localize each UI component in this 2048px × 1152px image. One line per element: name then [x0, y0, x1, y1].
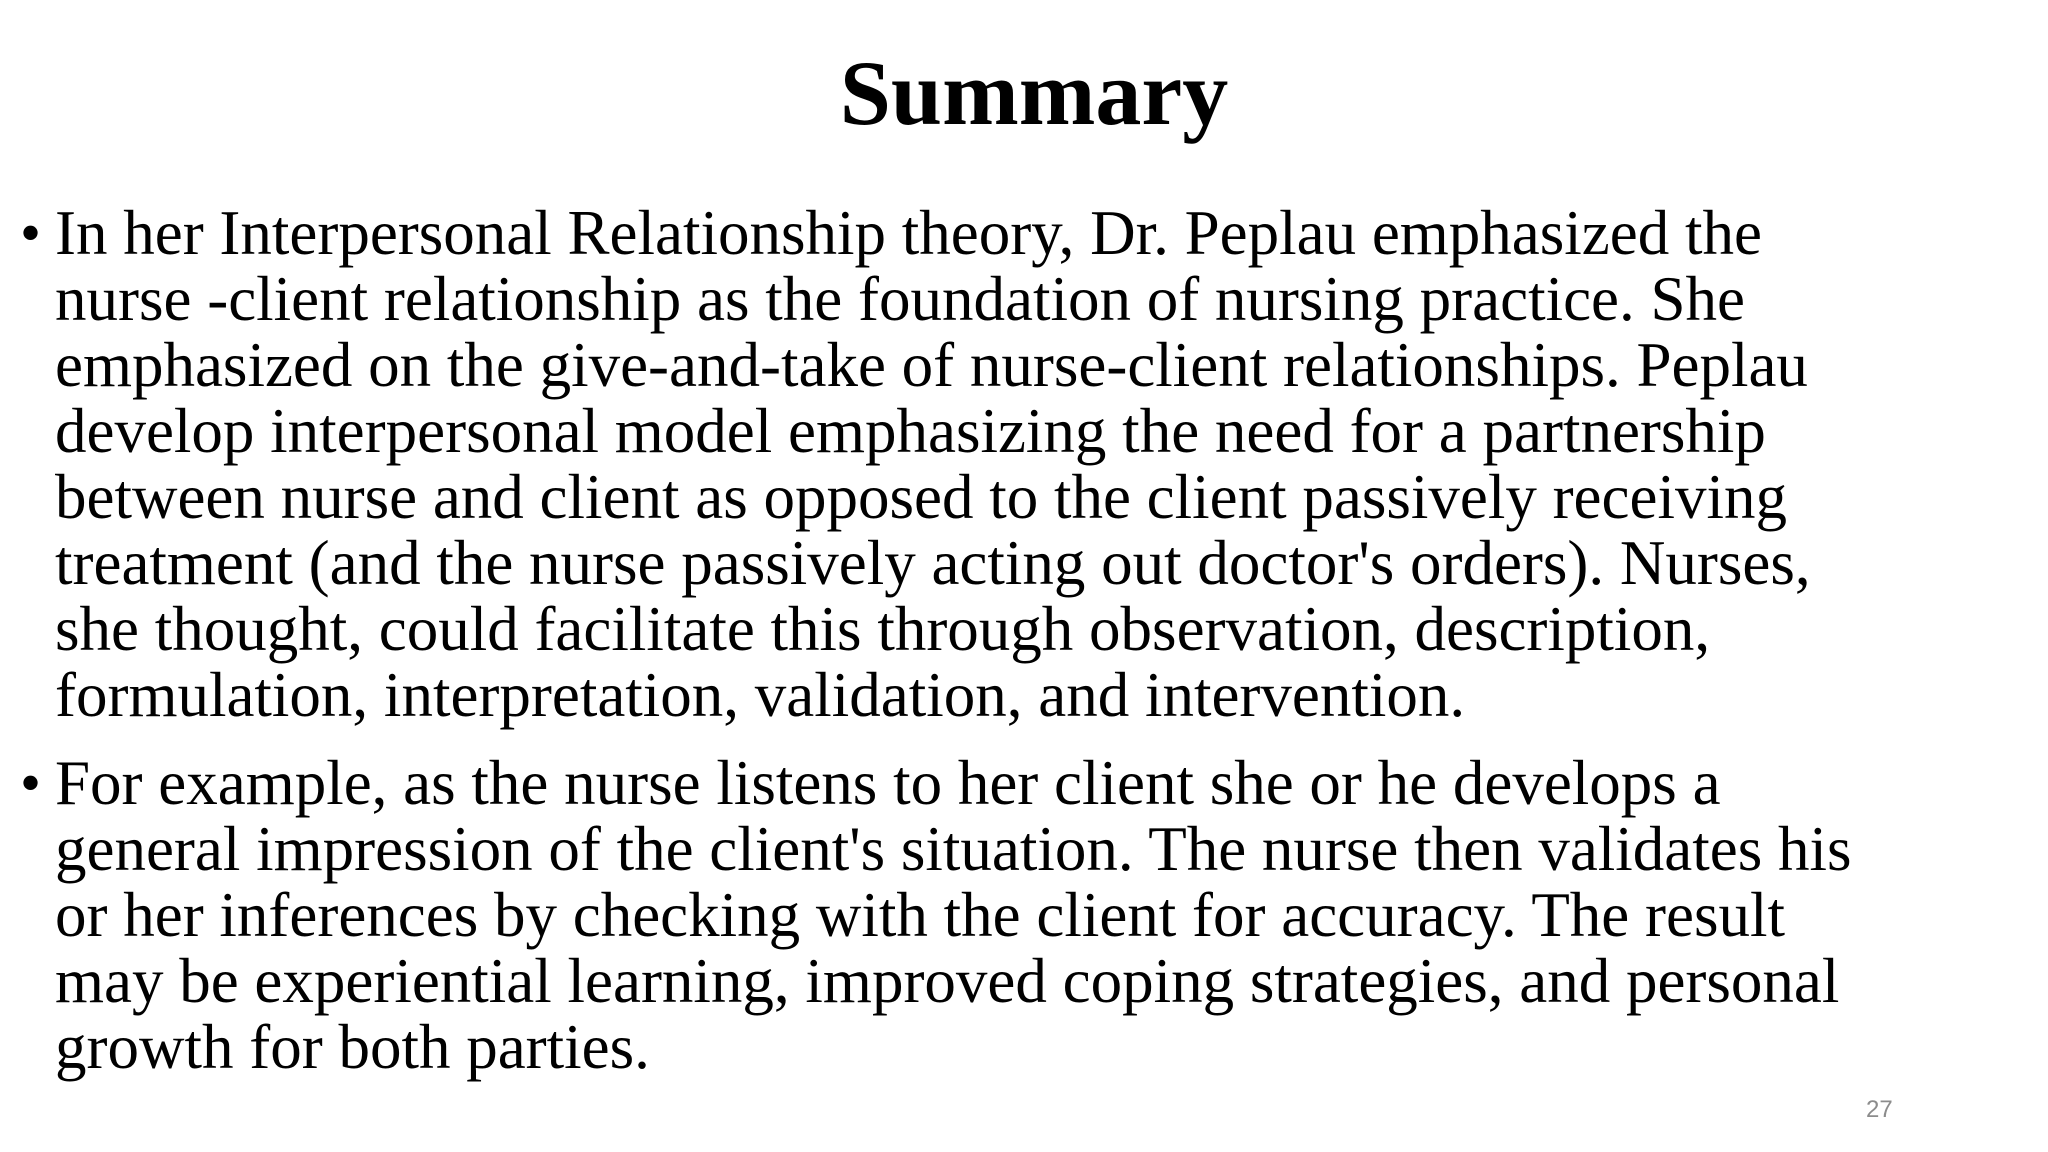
paragraph-line: treatment (and the nurse passively acting out doctor's orders). Nurses,: [55, 528, 1811, 598]
paragraph-line: formulation, interpretation, validation, and intervention.: [55, 660, 1466, 730]
paragraph-line: In her Interpersonal Relationship theory, Dr. Peplau emphasized the: [55, 198, 1762, 268]
paragraph-line: may be experiential learning, improved coping strategies, and personal: [55, 946, 1840, 1016]
slide-title: Summary: [839, 42, 1229, 144]
paragraph-line: she thought, could facilitate this through observation, description,: [55, 594, 1711, 664]
bullet-icon: •: [20, 200, 42, 266]
paragraph-line: between nurse and client as opposed to the client passively receiving: [55, 462, 1787, 532]
paragraph-line: general impression of the client's situation. The nurse then validates his: [55, 814, 1852, 884]
paragraph-line: emphasized on the give-and-take of nurse-client relationships. Peplau: [55, 330, 1808, 400]
bullet-icon: •: [20, 750, 42, 816]
paragraph-line: or her inferences by checking with the client for accuracy. The result: [55, 880, 1785, 950]
paragraph-line: For example, as the nurse listens to her client she or he develops a: [55, 748, 1721, 818]
paragraph-line: develop interpersonal model emphasizing the need for a partnership: [55, 396, 1766, 466]
paragraph-line: growth for both parties.: [55, 1012, 650, 1082]
page-number: 27: [1866, 1096, 1893, 1123]
paragraph-line: nurse -client relationship as the foundation of nursing practice. She: [55, 264, 1746, 334]
